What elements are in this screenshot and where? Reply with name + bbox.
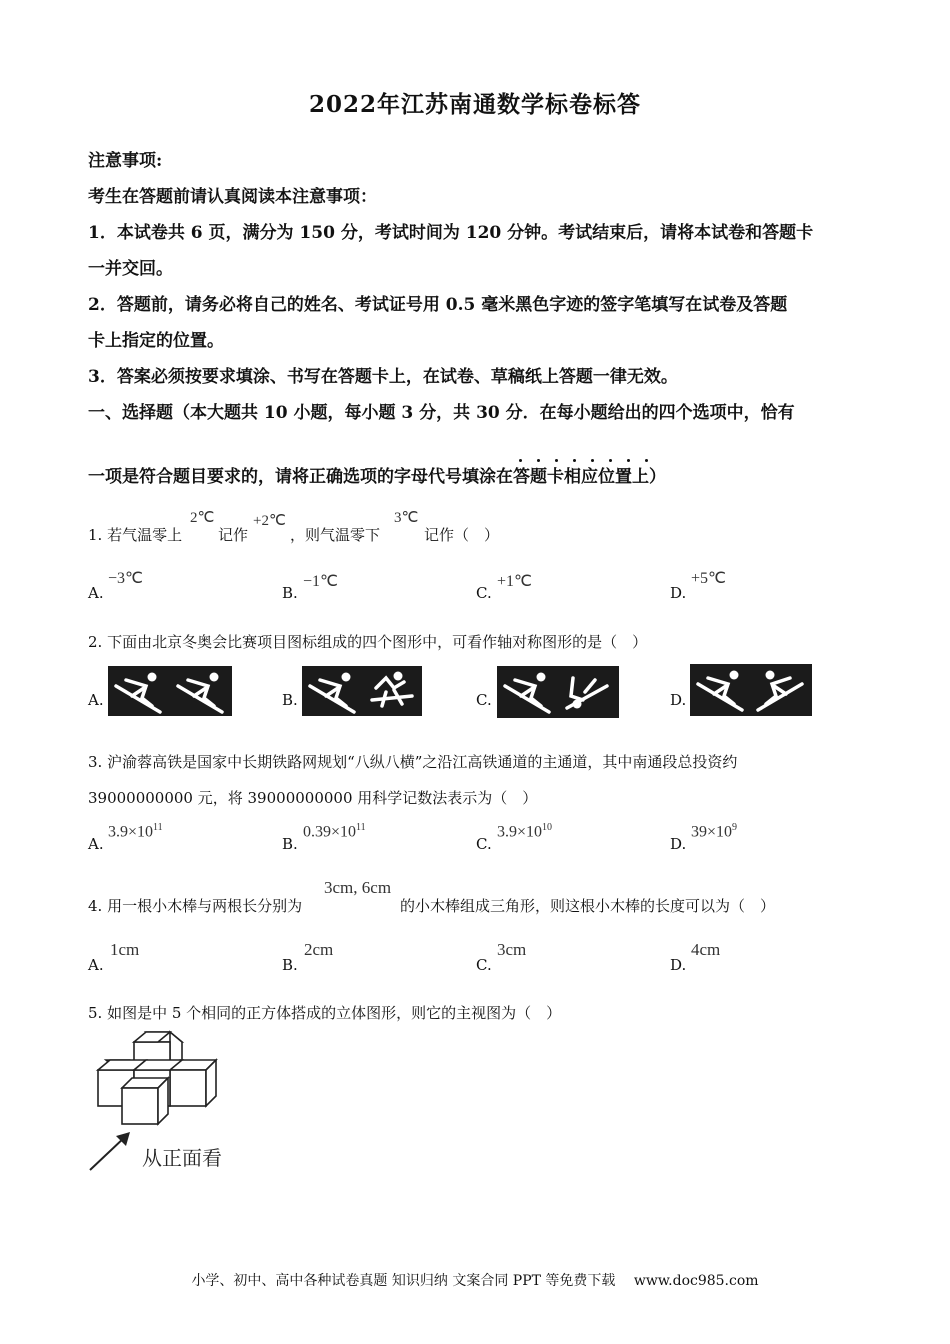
q1-text-4: 记作（ ）	[424, 526, 500, 544]
q1-value-2: +2℃	[253, 513, 286, 529]
q4-text-1: 4. 用一根小木棒与两根长分别为	[88, 897, 303, 915]
skier-icon-left	[116, 673, 160, 713]
section1-text-post: ）	[649, 467, 666, 487]
notice-item-1a: 1．本试卷共 6 页，满分为 150 分，考试时间为 120 分钟。考试结束后，请将本试卷和答题卡	[88, 223, 814, 243]
q4-option-a-label[interactable]: A.	[88, 956, 104, 974]
q2-option-b-label[interactable]: B.	[282, 691, 298, 709]
q1-option-b-value: −1℃	[303, 573, 338, 590]
q3-option-b-label[interactable]: B.	[282, 835, 298, 853]
notice-heading: 注意事项:	[88, 151, 163, 171]
q4-option-b-value: 2cm	[304, 940, 334, 959]
q1-option-a-value: −3℃	[108, 570, 143, 587]
q2-option-a-pictogram	[108, 666, 232, 716]
q3-option-d-base: 39×10	[691, 823, 733, 841]
q1-option-c-value: +1℃	[497, 573, 532, 590]
q1-text-1: 1. 若气温零上	[88, 526, 183, 544]
q3-option-a-exponent: 11	[153, 822, 163, 833]
q3-option-a-value	[108, 822, 163, 841]
q3-text-b: 39000000000 元，将 39000000000 用科学记数法表示为（ ）	[88, 789, 538, 807]
emphasis-text: 答题卡相应位置上	[513, 467, 649, 487]
q3-option-b-exponent: 11	[356, 822, 366, 833]
q3-option-c-value	[497, 822, 552, 841]
q5-text: 5. 如图是中 5 个相同的正方体搭成的立体图形，则它的主视图为（ ）	[88, 1004, 562, 1022]
q4-text-2: 的小木棒组成三角形，则这根小木棒的长度可以为（ ）	[400, 897, 776, 915]
q3-option-b-base: 0.39×10	[303, 823, 357, 841]
q3-option-a-base: 3.9×10	[108, 823, 154, 841]
view-arrow-icon	[90, 1132, 130, 1170]
notice-intro: 考生在答题前请认真阅读本注意事项：	[88, 187, 377, 207]
snowboarder-icon	[372, 672, 412, 707]
notice-item-1b: 一并交回。	[88, 259, 173, 279]
freestyle-skier-icon	[567, 678, 607, 709]
q1-option-a-label[interactable]: A.	[88, 584, 104, 602]
skier-icon-right	[178, 673, 222, 713]
alpine-skier-icon	[758, 671, 802, 711]
page-footer: 小学、初中、高中各种试卷真题 知识归纳 文案合同 PPT 等免费下载 www.doc985.com	[191, 1273, 759, 1289]
q4-option-d-value: 4cm	[691, 940, 721, 959]
q1-option-d-label[interactable]: D.	[670, 584, 687, 602]
q2-option-c-label[interactable]: C.	[476, 691, 492, 709]
skier-icon	[505, 673, 549, 713]
skier-icon	[310, 673, 354, 713]
q3-option-b-value	[303, 822, 366, 841]
q2-option-d-label[interactable]: D.	[670, 691, 687, 709]
q1-value-1: 2℃	[190, 510, 215, 526]
q4-option-c-label[interactable]: C.	[476, 956, 492, 974]
page-title: 2022年江苏南通数学标卷标答	[308, 91, 641, 118]
q5-view-label: 从正面看	[142, 1146, 222, 1170]
q2-option-d-pictogram	[690, 664, 812, 716]
q3-option-d-exponent: 9	[732, 822, 738, 833]
section1-emphasis	[513, 467, 649, 487]
q1-option-c-label[interactable]: C.	[476, 584, 492, 602]
q4-option-b-label[interactable]: B.	[282, 956, 298, 974]
q3-option-c-exponent: 10	[542, 822, 553, 833]
q1-text-3: ，则气温零下	[290, 526, 381, 544]
section1-heading-b	[88, 462, 666, 487]
notice-item-2a: 2．答题前，请务必将自己的姓名、考试证号用 0.5 毫米黑色字迹的签字笔填写在试卷及答题	[88, 295, 788, 315]
q1-option-b-label[interactable]: B.	[282, 584, 298, 602]
stacked-cubes	[98, 1032, 216, 1124]
q2-option-c-pictogram	[497, 666, 619, 718]
section1-heading-a: 一、选择题（本大题共 10 小题，每小题 3 分，共 30 分．在每小题给出的四个选项中，恰有	[88, 403, 795, 423]
q2-text: 2. 下面由北京冬奥会比赛项目图标组成的四个图形中，可看作轴对称图形的是（ ）	[88, 633, 648, 651]
q4-option-c-value: 3cm	[497, 940, 527, 959]
q3-text-a: 3. 沪渝蓉高铁是国家中长期铁路网规划“八纵八横”之沿江高铁通道的主通道，其中南通段总投资约	[88, 753, 738, 771]
q4-lengths: 3cm, 6cm	[324, 878, 392, 897]
q3-option-d-value	[691, 822, 737, 841]
q4-option-a-value: 1cm	[110, 940, 140, 959]
notice-item-2b: 卡上指定的位置。	[88, 331, 224, 351]
q3-option-a-label[interactable]: A.	[88, 835, 104, 853]
q4-option-d-label[interactable]: D.	[670, 956, 687, 974]
section1-text-pre: 一项是符合题目要求的，请将正确选项的字母代号填涂在	[88, 467, 513, 487]
q1-value-3: 3℃	[394, 510, 419, 526]
q1-text-2: 记作	[218, 526, 249, 544]
q2-option-a-label[interactable]: A.	[88, 691, 104, 709]
notice-item-3: 3．答案必须按要求填涂、书写在答题卡上，在试卷、草稿纸上答题一律无效。	[88, 367, 678, 387]
q3-option-d-label[interactable]: D.	[670, 835, 687, 853]
skier-icon	[698, 671, 742, 711]
q3-option-c-label[interactable]: C.	[476, 835, 492, 853]
q1-option-d-value: +5℃	[691, 570, 726, 587]
q3-option-c-base: 3.9×10	[497, 823, 543, 841]
q2-option-b-pictogram	[302, 666, 422, 716]
